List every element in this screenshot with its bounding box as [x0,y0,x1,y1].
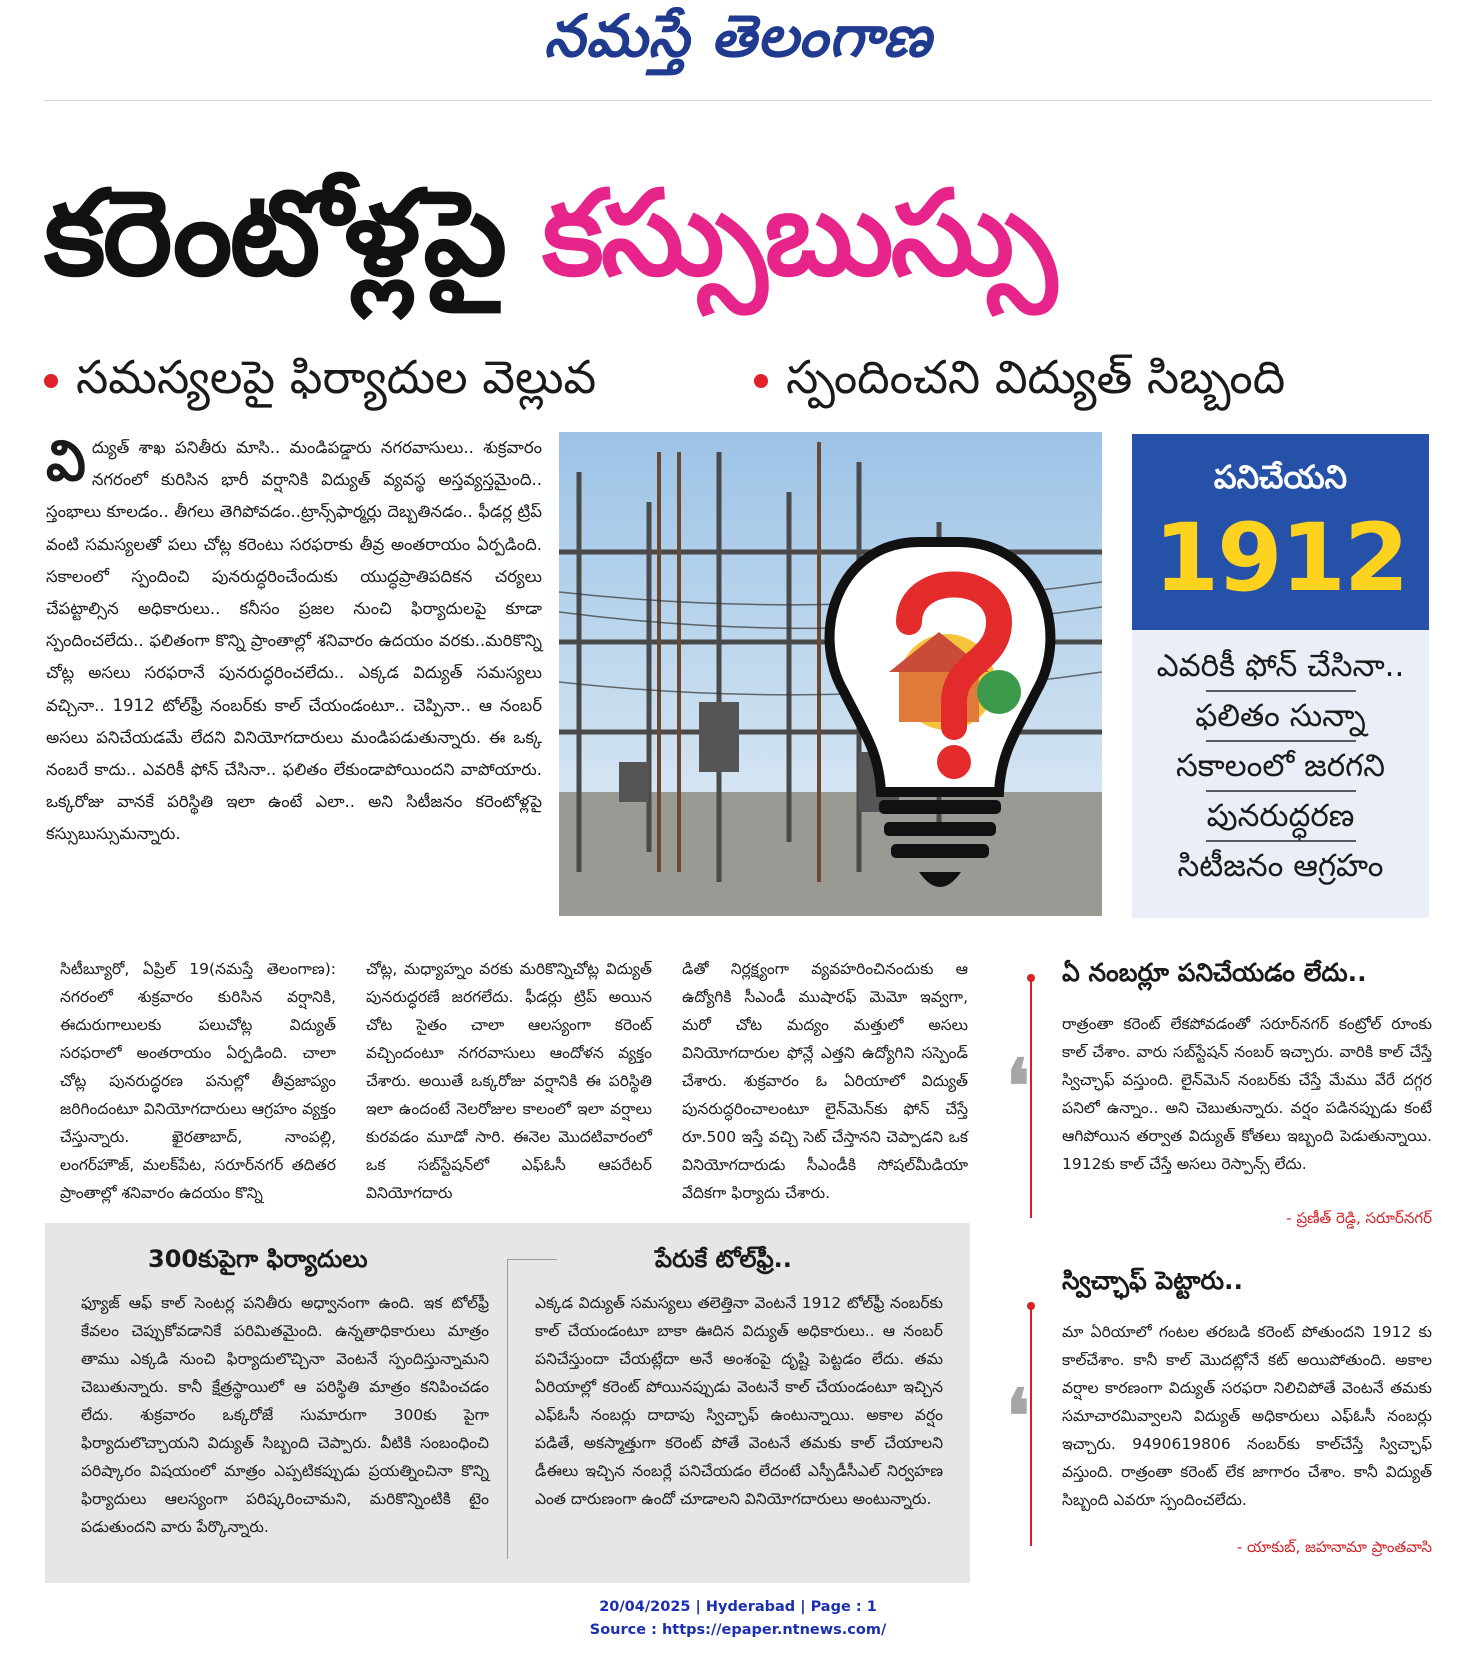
subhead-right-text: స్పందించని విద్యుత్ సిబ్బంది [786,350,1286,404]
info-box-label: పనిచేయని [1213,458,1348,496]
info-box-line: సకాలంలో జరగని [1176,748,1385,784]
drop-cap: వి [46,429,86,494]
substation-photo [559,432,1102,916]
info-box-separator [1206,740,1356,742]
info-box-separator [1206,790,1356,792]
footer-dateline: 20/04/2025 | Hyderabad | Page : 1 [599,1599,877,1615]
footer-source-link[interactable]: Source : https://epaper.ntnews.com/ [589,1622,887,1638]
info-box-separator [1206,840,1356,842]
quote-dot-icon [1027,1302,1035,1310]
info-box [1132,434,1429,918]
masthead-logo: నమస్తే తెలంగాణ [544,2,932,70]
panel-divider [507,1259,508,1559]
info-box-separator [1206,690,1356,692]
quote-mark-icon: ❛ [1006,1044,1030,1130]
side1-body: రాత్రంతా కరెంట్ లేకపోవడంతో సరూర్‌నగర్ కంట్రోల్ రూంకు కాల్ చేశాం. వారు సబ్‌స్టేషన్ నంబర్ ఇచ్చారు. వారికి కాల్ చేస్తే స్విచ్ఛాఫ్ వస్తుంది. లైన్‌మెన్ నంబర్‌కు చేస్తే మేము వేరే దగ్గర పనిలో ఉన్నాం.. అని చెబుతున్నారు. వర్షం పడినప్పుడు కంటే ఆగిపోయిన తర్వాత విద్యుత్ కోతలు ఇబ్బంది పెడుతున్నాయి. 1912కు కాల్ చేస్తే అసలు రెస్పాన్స్ లేదు. [1062,1015,1432,1173]
intro-paragraph [46,429,542,851]
body-column-3: డితో నిర్లక్ష్యంగా వ్యవహరించినందుకు ఆ ఉద్యోగికి సీఎండీ ముషారఫ్ మెమో ఇవ్వగా, మరో చోట మద్యం మత్తులో అసలు వినియోగదారుల ఫోన్లే ఎత్తని ఉద్యోగిని సస్పెండ్ చేశారు. శుక్రవారం ఓ ఏరియాలో విద్యుత్ పునరుద్ధరించాలంటూ లైన్‌మెన్‌కు ఫోన్ చేస్తే రూ.500 ఇస్తే వచ్చి సెట్ చేస్తానని చెప్పాడని ఒక వినియోగదారుడు సీఎండీకి సోషల్‌మీడియా వేదికగా ఫిర్యాదు చేశారు. [682,960,968,1202]
body-column-2: చోట్ల, మధ్యాహ్నం వరకు మరికొన్నిచోట్ల విద్యుత్ పునరుద్ధరణే జరగలేదు. ఫీడర్లు ట్రిప్ అయిన చోట సైతం చాలా ఆలస్యంగా కరెంట్ వచ్చిందంటూ నగరవాసులు ఆందోళన వ్యక్తం చేశారు. అయితే ఒక్కరోజు వర్షానికి ఈ పరిస్థితి ఇలా ఉందంటే నెలరోజుల కాలంలో ఇలా వర్షాలు కురవడం మూడో సారి. ఈనెల మొదటివారంలో ఒక సబ్‌స్టేషన్‌లో ఎఫ్‌ఓసీ ఆపరేటర్ వినియోగదారు [366,960,652,1202]
panel-right-body: ఎక్కడ విద్యుత్ సమస్యలు తలెత్తినా వెంటనే 1912 టోల్‌ఫ్రీ నంబర్‌కు కాల్ చేయండంటూ బాకా ఊదిన విద్యుత్ అధికారులు.. ఆ నంబర్ పనిచేస్తుందా చేయట్లేదా అనే అంశంపై దృష్టి పెట్టడం లేదు. తమ ఏరియాల్లో కరెంట్ పోయినప్పుడు వెంటనే కాల్ చేయండంటూ ఇచ్చిన ఎఫ్‌ఓసీ నంబర్లు దాదాపు స్విచ్ఛాఫ్ ఉంటున్నాయి. అకాల వర్షం పడితే, అకస్మాత్తుగా కరెంట్ పోతే వెంటనే తమకు కాల్ చేయాలని డీఈలు ఇచ్చిన నంబర్లే పనిచేయడం లేదంటే ఎస్పీడీసీఎల్ నిర్వహణ ఎంత దారుణంగా ఉందో చూడాలని వినియోగదారులు అంటున్నారు. [535,1294,943,1508]
panel-right-heading: పేరుకే టోల్‌ఫ్రీ.. [655,1245,792,1273]
complaints-panel [45,1223,970,1583]
quote-rule [1030,978,1032,1218]
side1-heading: ఏ నంబర్లూ పనిచేయడం లేదు.. [1062,958,1367,987]
masthead-divider [44,100,1432,101]
subhead-left [44,342,596,412]
substation-illustration [559,432,1102,916]
panel-left-heading: 300కుపైగా ఫిర్యాదులు [148,1245,368,1273]
subhead-right [754,342,1285,412]
page-footer [0,1596,1476,1642]
panel-left-body: ఫ్యూజ్ ఆఫ్ కాల్ సెంటర్ల పనితీరు అధ్వానంగా ఉంది. ఇక టోల్‌ఫ్రీ కేవలం చెప్పుకోవడానికే పరిమితమైంది. ఉన్నతాధికారులు మాత్రం తాము ఎక్కడి నుంచి ఫిర్యాదులొచ్చినా వెంటనే స్పందిస్తున్నామని చెబుతున్నారు. కానీ క్షేత్రస్థాయిలో ఆ పరిస్థితి మాత్రం కనిపించడం లేదు. శుక్రవారం ఒక్కరోజే సుమారుగా 300కు పైగా ఫిర్యాదులొచ్చాయని విద్యుత్ సిబ్బంది చెప్పారు. వీటికి సంబంధించి పరిష్కారం విషయంలో మాత్రం ఎప్పటికప్పుడు ప్రయత్నించినా కొన్ని ఫిర్యాదులు ఆలస్యంగా పరిష్కరించామని, మరికొన్నింటికి టైం పడుతుందని వారు పేర్కొన్నారు. [81,1294,489,1536]
side1-credit: - ప్రణీత్ రెడ్డి, సరూర్‌నగర్ [1286,1209,1432,1227]
side2-heading: స్విచ్ఛాఫ్ పెట్టారు.. [1062,1266,1243,1295]
bullet-dot-icon [44,374,58,388]
quote-mark-icon: ❛ [1006,1374,1030,1460]
side2-credit: - యాకుబ్, జహనామా ప్రాంతవాసి [1236,1538,1432,1556]
quote-dot-icon [1027,974,1035,982]
info-box-line: పునరుద్ధరణ [1206,798,1355,834]
bullet-dot-icon [754,374,768,388]
quote-rule [1030,1306,1032,1546]
subhead-left-text: సమస్యలపై ఫిర్యాదుల వెల్లువ [76,350,597,404]
info-box-lines [1132,630,1429,890]
headline [44,118,1434,348]
info-box-line: సిటీజనం ఆగ్రహం [1177,848,1384,884]
headline-part1: కరెంటోళ్లపై [44,164,543,302]
panel-divider-top [507,1259,557,1260]
info-box-line: ఫలితం సున్నా [1195,698,1366,734]
masthead [0,0,1476,100]
body-column-1: సిటీబ్యూరో, ఏప్రిల్ 19(నమస్తే తెలంగాణ): నగరంలో శుక్రవారం కురిసిన వర్షానికి, ఈదురుగాలులకు పలుచోట్ల విద్యుత్ సరఫరాలో అంతరాయం ఏర్పడింది. చాలా చోట్ల పునరుద్ధరణ పనుల్లో తీవ్రజాప్యం జరిగిందంటూ వినియోగదారులు ఆగ్రహం వ్యక్తం చేస్తున్నారు. ఖైరతాబాద్, నాంపల్లి, లంగర్‌హౌజ్, మలక్‌పేట, సరూర్‌నగర్ తదితర ప్రాంతాల్లో శనివారం ఉదయం కొన్ని [60,960,336,1202]
headline-part2: కస్సుబుస్సు [542,164,1054,302]
side2-body: మా ఏరియాలో గంటల తరబడి కరెంట్ పోతుందని 1912 కు కాల్‌చేశాం. కానీ కాల్ మొదట్లోనే కట్ అయిపోతుంది. అకాల వర్షాల కారణంగా విద్యుత్ సరఫరా నిలిచిపోతే వెంటనే తమకు సమాచారమివ్వాలని విద్యుత్ అధికారులు ఎఫ్‌ఓసీ నంబర్లు ఇచ్చారు. 9490619806 నంబర్‌కు కాల్‌చేస్తే స్విచ్ఛాఫ్ వస్తుంది. రాత్రంతా కరెంట్ లేక జాగారం చేశాం. కానీ విద్యుత్ సిబ్బంది ఎవరూ స్పందించలేదు. [1062,1323,1432,1509]
info-box-header [1132,434,1429,630]
intro-text: ద్యుత్ శాఖ పనితీరు మాసి.. మండిపడ్డారు నగరవాసులు.. శుక్రవారం నగరంలో కురిసిన భారీ వర్షానికి విద్యుత్ వ్యవస్థ అస్తవ్యస్తమైంది.. స్తంభాలు కూలడం.. తీగలు తెగిపోవడం..ట్రాన్స్‌ఫార్మర్లు దెబ్బతినడం.. ఫీడర్ల ట్రిప్ వంటి సమస్యలతో పలు చోట్ల కరెంటు సరఫరాకు తీవ్ర అంతరాయం ఏర్పడింది. సకాలంలో స్పందించి పునరుద్ధరించేందుకు యుద్ధప్రాతిపదికన చర్యలు చేపట్టాల్సిన అధికారులు.. కనీసం ప్రజల నుంచి ఫిర్యాదులపై కూడా స్పందించలేదు.. ఫలితంగా కొన్ని ప్రాంతాల్లో శనివారం ఉదయం వరకు..మరికొన్ని చోట్ల అసలు సరఫరానే పునరుద్ధరించలేదు.. ఎక్కడ విద్యుత్ సమస్యలు వచ్చినా.. 1912 టోల్‌ఫ్రీ నంబర్‌కు కాల్ చేయండంటూ.. చెప్పినా.. ఆ నంబర్ అసలు పనిచేయడమే లేదని వినియోగదారులు మండిపడుతున్నారు. ఈ ఒక్క నంబరే కాదు.. ఎవరికీ ఫోన్ చేసినా.. ఫలితం లేకుండాపోయిందని వాపోయారు. ఒక్కరోజు వానకే పరిస్థితి ఇలా ఉంటే ఎలా.. అని సిటీజనం కరెంటోళ్లపై కస్సుబుస్సుమన్నారు. [46,438,542,844]
info-box-line: ఎవరికీ ఫోన్ చేసినా.. [1156,648,1405,684]
info-box-number: 1912 [1153,504,1408,613]
